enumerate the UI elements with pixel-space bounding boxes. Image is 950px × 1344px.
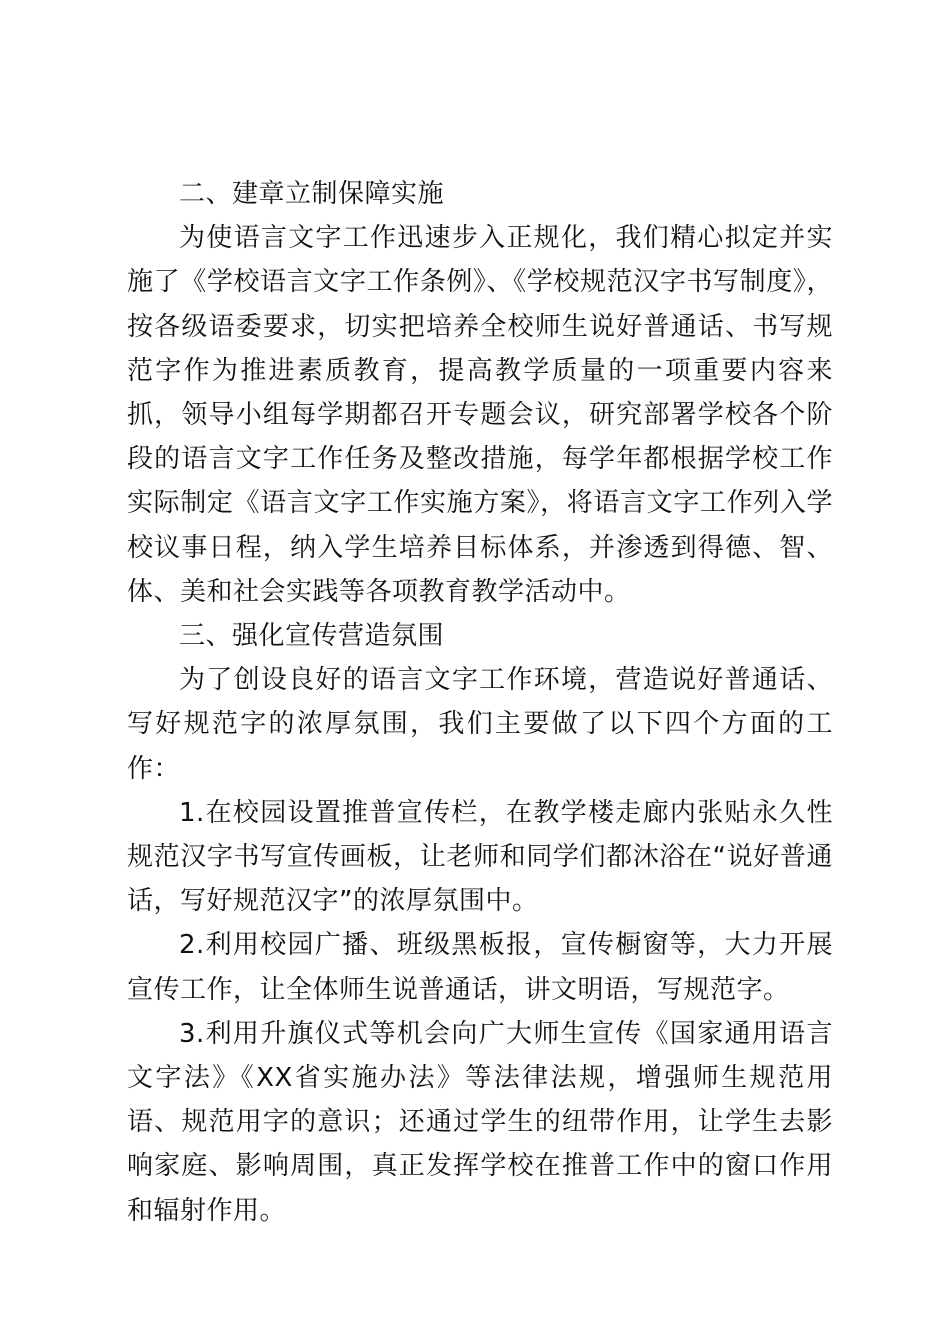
paragraph-item-1: 1.在校园设置推普宣传栏，在教学楼走廊内张贴永久性规范汉字书写宣传画板，让老师和同学们都沐浴在“说好普通话，写好规范汉字”的浓厚氛围中。 [127, 797, 833, 917]
paragraph-publicity-intro: 为了创设良好的语言文字工作环境，营造说好普通话、写好规范字的浓厚氛围，我们主要做了以下四个方面的工作： [127, 665, 833, 784]
document-body [127, 172, 833, 1233]
section-heading-2: 二、建章立制保障实施 [179, 179, 445, 209]
paragraph-item-2: 2.利用校园广播、班级黑板报，宣传橱窗等，大力开展宣传工作，让全体师生说普通话，讲文明语，写规范字。 [127, 930, 833, 1005]
paragraph-regulations: 为使语言文字工作迅速步入正规化，我们精心拟定并实施了《学校语言文字工作条例》、《学校规范汉字书写制度》，按各级语委要求，切实把培养全校师生说好普通话、书写规范字作为推进素质教育，提高教学质量的一项重要内容来抓，领导小组每学期都召开专题会议，研究部署学校各个阶段的语言文字工作任务及整改措施，每学年都根据学校工作实际制定《语言文字工作实施方案》，将语言文字工作列入学校议事日程，纳入学生培养目标体系，并渗透到得德、智、体、美和社会实践等各项教育教学活动中。 [127, 223, 833, 607]
section-heading-3: 三、强化宣传营造氛围 [179, 621, 445, 652]
paragraph-item-3: 3.利用升旗仪式等机会向广大师生宣传《国家通用语言文字法》《XX省实施办法》等法律法规，增强师生规范用语、规范用字的意识；还通过学生的纽带作用，让学生去影响家庭、影响周围，真正发挥学校在推普工作中的窗口作用和辐射作用。 [127, 1018, 833, 1226]
